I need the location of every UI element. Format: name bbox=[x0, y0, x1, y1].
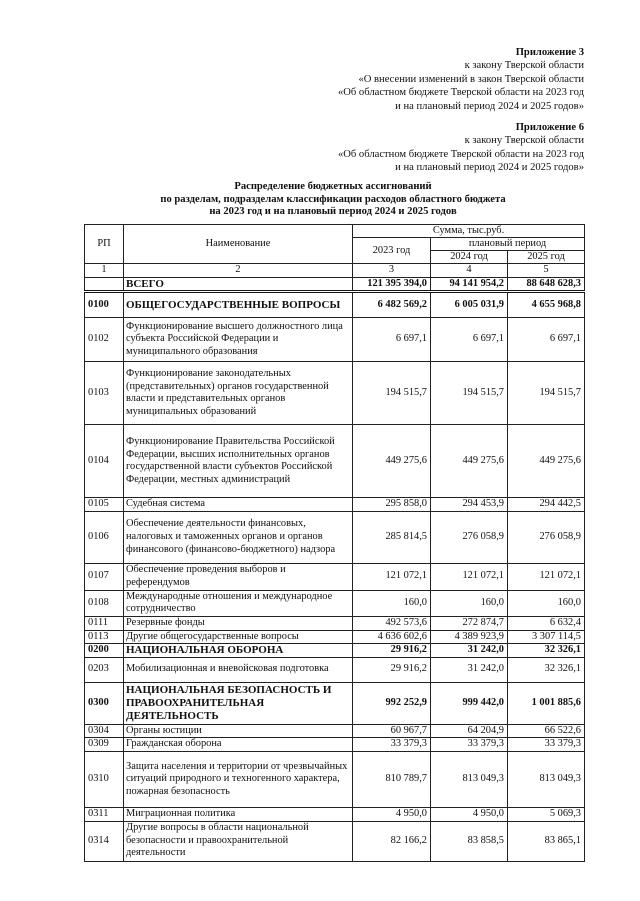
row-name: Международные отношения и международное сотрудничество bbox=[124, 590, 353, 616]
appendix-3-line: к закону Тверской области bbox=[464, 60, 584, 72]
table-row bbox=[85, 751, 585, 807]
document-title-line: по разделам, подразделам классификации расходов областного бюджета bbox=[160, 193, 506, 205]
row-code: 0104 bbox=[85, 425, 124, 498]
section-row bbox=[85, 292, 585, 318]
table-row bbox=[85, 738, 585, 752]
header-2025: 2025 год bbox=[508, 251, 585, 264]
row-value-2024: 6 005 031,9 bbox=[431, 292, 508, 318]
row-value-2025: 83 865,1 bbox=[508, 821, 585, 861]
row-value-2023: 6 697,1 bbox=[353, 318, 431, 362]
row-name: Органы юстиции bbox=[124, 724, 353, 738]
row-code: 0113 bbox=[85, 630, 124, 644]
row-code: 0103 bbox=[85, 362, 124, 425]
row-value-2025: 88 648 628,3 bbox=[508, 277, 585, 292]
row-code: 0111 bbox=[85, 616, 124, 630]
row-value-2023: 810 789,7 bbox=[353, 751, 431, 807]
appendix-3-line: «Об областном бюджете Тверской области на 2023 год bbox=[337, 87, 584, 99]
row-value-2024: 294 453,9 bbox=[431, 498, 508, 512]
row-value-2025: 813 049,3 bbox=[508, 751, 585, 807]
row-value-2024: 31 242,0 bbox=[431, 657, 508, 682]
row-name: Защита населения и территории от чрезвычайных ситуаций природного и техногенного характера, пожарная безопасность bbox=[124, 751, 353, 807]
header-sum: Сумма, тыс.руб. bbox=[353, 225, 585, 238]
row-value-2023: 160,0 bbox=[353, 590, 431, 616]
row-value-2023: 6 482 569,2 bbox=[353, 292, 431, 318]
row-name: Другие общегосударственные вопросы bbox=[124, 630, 353, 644]
table-row bbox=[85, 590, 585, 616]
row-value-2024: 813 049,3 bbox=[431, 751, 508, 807]
row-code: 0105 bbox=[85, 498, 124, 512]
row-value-2023: 4 950,0 bbox=[353, 807, 431, 821]
row-value-2025: 1 001 885,6 bbox=[508, 682, 585, 724]
row-code: 0106 bbox=[85, 511, 124, 563]
row-code: 0102 bbox=[85, 318, 124, 362]
row-name: Резервные фонды bbox=[124, 616, 353, 630]
row-name: Обеспечение деятельности финансовых, налоговых и таможенных органов и органов финансового (финансово-бюджетного) надзора bbox=[124, 511, 353, 563]
row-name: НАЦИОНАЛЬНАЯ БЕЗОПАСНОСТЬ И ПРАВООХРАНИТЕЛЬНАЯ ДЕЯТЕЛЬНОСТЬ bbox=[124, 682, 353, 724]
document-title-line: на 2023 год и на плановый период 2024 и 2025 годов bbox=[209, 206, 457, 217]
row-code bbox=[85, 277, 124, 292]
row-code: 0100 bbox=[85, 292, 124, 318]
appendix-3-line: «О внесении изменений в закон Тверской области bbox=[358, 73, 584, 85]
table-row bbox=[85, 362, 585, 425]
row-name: Обеспечение проведения выборов и референдумов bbox=[124, 563, 353, 590]
appendix-3-line: и на плановый период 2024 и 2025 годов» bbox=[395, 100, 584, 112]
row-value-2025: 6 632,4 bbox=[508, 616, 585, 630]
header-planned-period: плановый период bbox=[431, 238, 585, 251]
row-value-2025: 449 275,6 bbox=[508, 425, 585, 498]
row-value-2025: 33 379,3 bbox=[508, 738, 585, 752]
row-name: Функционирование высшего должностного лица субъекта Российской Федерации и муниципального образования bbox=[124, 318, 353, 362]
row-code: 0314 bbox=[85, 821, 124, 861]
row-value-2024: 31 242,0 bbox=[431, 644, 508, 658]
row-value-2025: 32 326,1 bbox=[508, 644, 585, 658]
row-value-2024: 4 389 923,9 bbox=[431, 630, 508, 644]
row-value-2025: 32 326,1 bbox=[508, 657, 585, 682]
column-number: 1 bbox=[85, 264, 124, 278]
row-value-2025: 194 515,7 bbox=[508, 362, 585, 425]
row-name: Судебная система bbox=[124, 498, 353, 512]
row-code: 0309 bbox=[85, 738, 124, 752]
row-value-2025: 294 442,5 bbox=[508, 498, 585, 512]
row-value-2023: 29 916,2 bbox=[353, 644, 431, 658]
row-value-2025: 6 697,1 bbox=[508, 318, 585, 362]
section-row bbox=[85, 682, 585, 724]
table-row bbox=[85, 498, 585, 512]
row-code: 0304 bbox=[85, 724, 124, 738]
row-name: Мобилизационная и вневойсковая подготовка bbox=[124, 657, 353, 682]
appendix-6-header bbox=[338, 121, 584, 175]
table-row bbox=[85, 511, 585, 563]
table-row bbox=[85, 616, 585, 630]
row-value-2025: 4 655 968,8 bbox=[508, 292, 585, 318]
header-rp: РП bbox=[85, 225, 124, 264]
row-code: 0310 bbox=[85, 751, 124, 807]
row-value-2025: 66 522,6 bbox=[508, 724, 585, 738]
appendix-6-line: «Об областном бюджете Тверской области на 2023 год bbox=[337, 148, 584, 160]
row-value-2023: 492 573,6 bbox=[353, 616, 431, 630]
row-value-2025: 5 069,3 bbox=[508, 807, 585, 821]
row-value-2024: 160,0 bbox=[431, 590, 508, 616]
header-name: Наименование bbox=[124, 225, 353, 264]
header-2024: 2024 год bbox=[431, 251, 508, 264]
row-value-2023: 121 395 394,0 bbox=[353, 277, 431, 292]
row-code: 0200 bbox=[85, 644, 124, 658]
table-row bbox=[85, 724, 585, 738]
row-value-2023: 4 636 602,6 bbox=[353, 630, 431, 644]
row-value-2025: 3 307 114,5 bbox=[508, 630, 585, 644]
row-code: 0108 bbox=[85, 590, 124, 616]
row-value-2024: 94 141 954,2 bbox=[431, 277, 508, 292]
row-value-2025: 276 058,9 bbox=[508, 511, 585, 563]
table-row bbox=[85, 807, 585, 821]
row-value-2023: 194 515,7 bbox=[353, 362, 431, 425]
row-value-2024: 6 697,1 bbox=[431, 318, 508, 362]
row-name: ОБЩЕГОСУДАРСТВЕННЫЕ ВОПРОСЫ bbox=[124, 292, 353, 318]
table-row bbox=[85, 425, 585, 498]
appendix-6-line: и на плановый период 2024 и 2025 годов» bbox=[395, 162, 584, 174]
row-value-2024: 276 058,9 bbox=[431, 511, 508, 563]
row-name: Гражданская оборона bbox=[124, 738, 353, 752]
row-name: Миграционная политика bbox=[124, 807, 353, 821]
row-name: НАЦИОНАЛЬНАЯ ОБОРОНА bbox=[124, 644, 353, 658]
row-value-2024: 33 379,3 bbox=[431, 738, 508, 752]
row-value-2023: 33 379,3 bbox=[353, 738, 431, 752]
row-value-2023: 295 858,0 bbox=[353, 498, 431, 512]
row-code: 0300 bbox=[85, 682, 124, 724]
column-number: 3 bbox=[353, 264, 431, 278]
table-row bbox=[85, 563, 585, 590]
column-number: 4 bbox=[431, 264, 508, 278]
row-value-2025: 121 072,1 bbox=[508, 563, 585, 590]
appendix-6-line: к закону Тверской области bbox=[464, 135, 584, 147]
row-value-2024: 4 950,0 bbox=[431, 807, 508, 821]
row-value-2024: 449 275,6 bbox=[431, 425, 508, 498]
appendix-6-title: Приложение 6 bbox=[515, 122, 584, 133]
table-row bbox=[85, 657, 585, 682]
row-name: Функционирование Правительства Российской Федерации, высших исполнительных органов государственной власти субъектов Российской Федерации, местных администраций bbox=[124, 425, 353, 498]
row-name: Функционирование законодательных (представительных) органов государственной власти и представительных органов муниципальных образований bbox=[124, 362, 353, 425]
document-title bbox=[0, 181, 640, 219]
row-value-2023: 29 916,2 bbox=[353, 657, 431, 682]
budget-table bbox=[84, 224, 585, 862]
total-row bbox=[85, 277, 585, 292]
row-value-2024: 999 442,0 bbox=[431, 682, 508, 724]
row-value-2023: 82 166,2 bbox=[353, 821, 431, 861]
column-number: 5 bbox=[508, 264, 585, 278]
row-value-2025: 160,0 bbox=[508, 590, 585, 616]
row-name: Другие вопросы в области национальной безопасности и правоохранительной деятельности bbox=[124, 821, 353, 861]
document-title-line: Распределение бюджетных ассигнований bbox=[234, 181, 432, 192]
row-value-2024: 83 858,5 bbox=[431, 821, 508, 861]
table-row bbox=[85, 821, 585, 861]
row-value-2023: 121 072,1 bbox=[353, 563, 431, 590]
row-code: 0203 bbox=[85, 657, 124, 682]
row-code: 0107 bbox=[85, 563, 124, 590]
row-value-2023: 285 814,5 bbox=[353, 511, 431, 563]
column-numbers-row bbox=[85, 264, 585, 278]
row-code: 0311 bbox=[85, 807, 124, 821]
table-row bbox=[85, 630, 585, 644]
row-value-2023: 60 967,7 bbox=[353, 724, 431, 738]
row-name: ВСЕГО bbox=[124, 277, 353, 292]
row-value-2024: 121 072,1 bbox=[431, 563, 508, 590]
row-value-2023: 992 252,9 bbox=[353, 682, 431, 724]
column-number: 2 bbox=[124, 264, 353, 278]
row-value-2024: 64 204,9 bbox=[431, 724, 508, 738]
appendix-3-title: Приложение 3 bbox=[515, 47, 584, 58]
row-value-2024: 272 874,7 bbox=[431, 616, 508, 630]
appendix-3-header bbox=[338, 46, 584, 113]
header-2023: 2023 год bbox=[353, 238, 431, 264]
row-value-2024: 194 515,7 bbox=[431, 362, 508, 425]
row-value-2023: 449 275,6 bbox=[353, 425, 431, 498]
section-row bbox=[85, 644, 585, 658]
table-row bbox=[85, 318, 585, 362]
